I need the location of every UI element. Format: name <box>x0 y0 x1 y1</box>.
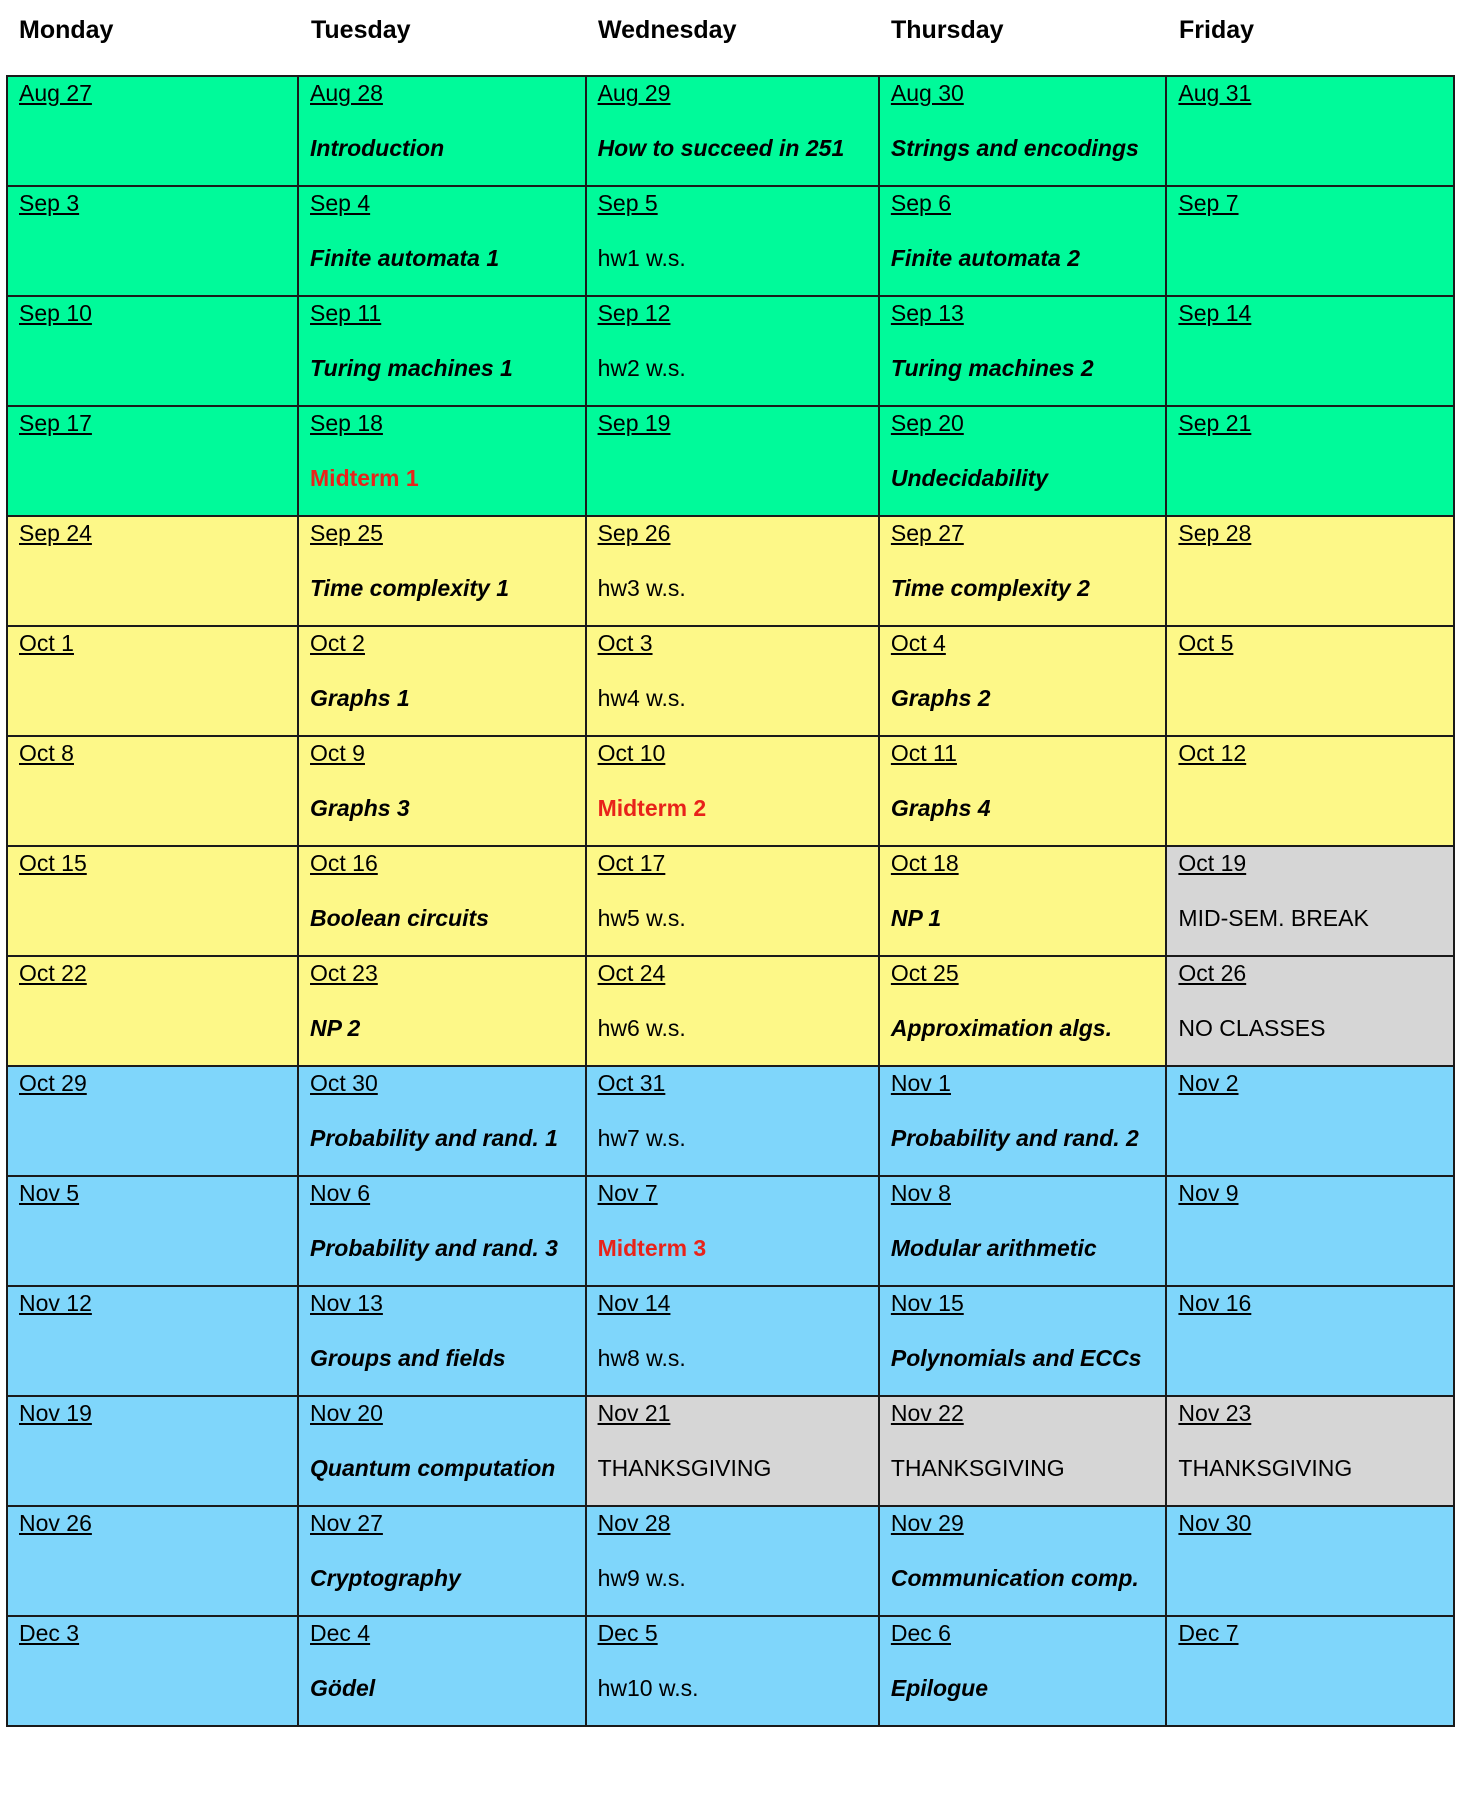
date-link[interactable]: Nov 1 <box>890 1070 951 1096</box>
week-row <box>7 1396 1454 1506</box>
date-link[interactable]: Sep 6 <box>890 190 951 216</box>
day-cell <box>879 516 1167 626</box>
date-link[interactable]: Oct 10 <box>597 740 666 766</box>
lecture-title: Introduction <box>310 135 445 161</box>
day-cell <box>7 1616 298 1726</box>
weekday-header: Wednesday <box>598 16 737 44</box>
date-link[interactable]: Nov 29 <box>890 1510 964 1536</box>
date-link[interactable]: Aug 30 <box>890 80 964 106</box>
date-link[interactable]: Oct 23 <box>310 960 378 986</box>
day-cell <box>298 956 586 1066</box>
day-cell <box>586 1066 879 1176</box>
date-link[interactable]: Nov 9 <box>1178 1180 1239 1206</box>
date-link[interactable]: Nov 19 <box>19 1400 92 1426</box>
homework-session: hw7 w.s. <box>597 1125 686 1151</box>
date-link[interactable]: Dec 4 <box>310 1620 371 1646</box>
day-cell <box>879 736 1167 846</box>
day-cell <box>298 1396 586 1506</box>
lecture-title: Graphs 1 <box>310 685 410 711</box>
weekday-header: Monday <box>19 16 114 44</box>
week-row <box>7 1286 1454 1396</box>
date-link[interactable]: Nov 27 <box>310 1510 383 1536</box>
day-cell <box>7 1506 298 1616</box>
day-cell <box>879 956 1167 1066</box>
midterm-label: Midterm 1 <box>310 465 419 491</box>
date-link[interactable]: Nov 28 <box>597 1510 671 1536</box>
date-link[interactable]: Nov 13 <box>310 1290 383 1316</box>
week-row <box>7 1066 1454 1176</box>
day-cell <box>879 846 1167 956</box>
day-cell <box>879 296 1167 406</box>
week-row <box>7 186 1454 296</box>
lecture-title: Graphs 4 <box>890 795 991 821</box>
date-link[interactable]: Nov 14 <box>597 1290 671 1316</box>
day-cell <box>586 1176 879 1286</box>
date-link[interactable]: Dec 7 <box>1178 1620 1239 1646</box>
date-link[interactable]: Sep 13 <box>890 300 964 326</box>
day-cell <box>7 736 298 846</box>
day-cell <box>7 296 298 406</box>
day-cell <box>586 186 879 296</box>
date-link[interactable]: Aug 27 <box>19 80 92 106</box>
day-cell <box>298 1286 586 1396</box>
lecture-title: Time complexity 1 <box>310 575 510 601</box>
homework-session: hw9 w.s. <box>597 1565 686 1591</box>
day-cell <box>7 406 298 516</box>
date-link[interactable]: Sep 12 <box>597 300 671 326</box>
date-link[interactable]: Dec 5 <box>597 1620 658 1646</box>
date-link[interactable]: Sep 27 <box>890 520 964 546</box>
day-cell <box>1166 1066 1454 1176</box>
day-cell <box>1166 736 1454 846</box>
lecture-title: Finite automata 2 <box>890 245 1081 271</box>
day-cell <box>586 76 879 186</box>
date-link[interactable]: Sep 21 <box>1178 410 1252 436</box>
homework-session: hw10 w.s. <box>597 1675 699 1701</box>
day-cell <box>1166 1286 1454 1396</box>
day-cell <box>7 846 298 956</box>
date-link[interactable]: Oct 24 <box>597 960 666 986</box>
day-cell <box>586 406 879 516</box>
lecture-title: Graphs 3 <box>310 795 410 821</box>
homework-session: hw8 w.s. <box>597 1345 686 1371</box>
lecture-title: Gödel <box>310 1675 376 1701</box>
date-link[interactable]: Oct 1 <box>19 630 74 656</box>
day-cell <box>586 1616 879 1726</box>
homework-session: hw4 w.s. <box>597 685 686 711</box>
date-link[interactable]: Oct 22 <box>19 960 87 986</box>
date-link[interactable]: Nov 15 <box>890 1290 964 1316</box>
date-link[interactable]: Nov 7 <box>597 1180 658 1206</box>
date-link[interactable]: Sep 25 <box>310 520 383 546</box>
date-link[interactable]: Nov 30 <box>1178 1510 1252 1536</box>
date-link[interactable]: Oct 19 <box>1178 850 1247 876</box>
date-link[interactable]: Oct 25 <box>890 960 959 986</box>
day-cell <box>7 956 298 1066</box>
day-cell <box>298 1066 586 1176</box>
day-cell <box>1166 76 1454 186</box>
lecture-title: Probability and rand. 2 <box>890 1125 1139 1151</box>
date-link[interactable]: Nov 5 <box>19 1180 80 1206</box>
day-cell <box>1166 406 1454 516</box>
day-cell <box>879 406 1167 516</box>
no-class-label: THANKSGIVING <box>890 1455 1065 1481</box>
lecture-title: Approximation algs. <box>890 1015 1112 1041</box>
day-cell <box>1166 1616 1454 1726</box>
date-link[interactable]: Sep 10 <box>19 300 92 326</box>
week-row <box>7 736 1454 846</box>
no-class-label: NO CLASSES <box>1178 1015 1326 1041</box>
day-cell <box>586 1506 879 1616</box>
date-link[interactable]: Oct 29 <box>19 1070 87 1096</box>
week-row <box>7 626 1454 736</box>
day-cell <box>298 296 586 406</box>
day-cell <box>7 1286 298 1396</box>
day-cell <box>298 406 586 516</box>
date-link[interactable]: Sep 24 <box>19 520 92 546</box>
day-cell <box>1166 1506 1454 1616</box>
schedule-grid <box>6 75 1455 1727</box>
date-link[interactable]: Sep 3 <box>19 190 80 216</box>
date-link[interactable]: Sep 19 <box>597 410 671 436</box>
day-cell <box>879 1286 1167 1396</box>
day-cell <box>1166 846 1454 956</box>
lecture-title: NP 2 <box>310 1015 361 1041</box>
no-class-label: MID-SEM. BREAK <box>1178 905 1369 931</box>
date-link[interactable]: Sep 17 <box>19 410 92 436</box>
day-cell <box>1166 1176 1454 1286</box>
lecture-title: Epilogue <box>890 1675 988 1701</box>
week-row <box>7 1616 1454 1726</box>
day-cell <box>7 1396 298 1506</box>
date-link[interactable]: Sep 14 <box>1178 300 1252 326</box>
lecture-title: Finite automata 1 <box>310 245 500 271</box>
lecture-title: How to succeed in 251 <box>597 135 845 161</box>
day-cell <box>1166 1396 1454 1506</box>
weekday-header: Thursday <box>891 16 1004 44</box>
lecture-title: Turing machines 1 <box>310 355 513 381</box>
date-link[interactable]: Sep 11 <box>310 300 382 326</box>
date-link[interactable]: Nov 6 <box>310 1180 371 1206</box>
date-link[interactable]: Nov 12 <box>19 1290 92 1316</box>
day-cell <box>1166 516 1454 626</box>
day-cell <box>298 76 586 186</box>
lecture-title: Boolean circuits <box>310 905 489 931</box>
week-row <box>7 516 1454 626</box>
weekday-header: Friday <box>1179 16 1255 44</box>
date-link[interactable]: Oct 18 <box>890 850 959 876</box>
day-cell <box>586 736 879 846</box>
date-link[interactable]: Sep 4 <box>310 190 371 216</box>
date-link[interactable]: Oct 8 <box>19 740 74 766</box>
day-cell <box>1166 186 1454 296</box>
lecture-title: Cryptography <box>310 1565 461 1591</box>
date-link[interactable]: Nov 26 <box>19 1510 92 1536</box>
day-cell <box>586 1396 879 1506</box>
date-link[interactable]: Nov 20 <box>310 1400 383 1426</box>
date-link[interactable]: Nov 8 <box>890 1180 951 1206</box>
day-cell <box>298 626 586 736</box>
day-cell <box>586 956 879 1066</box>
day-cell <box>7 1176 298 1286</box>
lecture-title: Undecidability <box>890 465 1049 491</box>
date-link[interactable]: Nov 21 <box>597 1400 671 1426</box>
lecture-title: Graphs 2 <box>890 685 991 711</box>
day-cell <box>298 736 586 846</box>
midterm-label: Midterm 2 <box>597 795 707 821</box>
day-cell <box>879 1176 1167 1286</box>
weekday-header-row <box>6 0 1455 75</box>
day-cell <box>586 626 879 736</box>
date-link[interactable]: Nov 16 <box>1178 1290 1252 1316</box>
no-class-label: THANKSGIVING <box>597 1455 772 1481</box>
date-link[interactable]: Aug 28 <box>310 80 383 106</box>
weekday-header: Tuesday <box>311 16 411 44</box>
date-link[interactable]: Oct 30 <box>310 1070 378 1096</box>
day-cell <box>7 516 298 626</box>
day-cell <box>7 1066 298 1176</box>
day-cell <box>586 296 879 406</box>
date-link[interactable]: Oct 17 <box>597 850 666 876</box>
date-link[interactable]: Oct 15 <box>19 850 87 876</box>
day-cell <box>7 186 298 296</box>
date-link[interactable]: Oct 5 <box>1178 630 1234 656</box>
day-cell <box>298 516 586 626</box>
day-cell <box>1166 626 1454 736</box>
day-cell <box>879 1616 1167 1726</box>
date-link[interactable]: Sep 5 <box>597 190 658 216</box>
date-link[interactable]: Sep 18 <box>310 410 383 436</box>
day-cell <box>586 846 879 956</box>
day-cell <box>298 1176 586 1286</box>
day-cell <box>586 1286 879 1396</box>
day-cell <box>298 1616 586 1726</box>
date-link[interactable]: Nov 22 <box>890 1400 964 1426</box>
lecture-title: Communication comp. <box>890 1565 1139 1591</box>
week-row <box>7 956 1454 1066</box>
date-link[interactable]: Oct 31 <box>597 1070 666 1096</box>
lecture-title: Probability and rand. 3 <box>310 1235 558 1261</box>
lecture-title: Quantum computation <box>310 1455 556 1481</box>
week-row <box>7 296 1454 406</box>
date-link[interactable]: Oct 16 <box>310 850 378 876</box>
date-link[interactable]: Oct 12 <box>1178 740 1247 766</box>
week-row <box>7 1506 1454 1616</box>
date-link[interactable]: Aug 31 <box>1178 80 1252 106</box>
date-link[interactable]: Nov 23 <box>1178 1400 1252 1426</box>
week-row <box>7 406 1454 516</box>
midterm-label: Midterm 3 <box>597 1235 707 1261</box>
day-cell <box>7 76 298 186</box>
date-link[interactable]: Nov 2 <box>1178 1070 1239 1096</box>
date-link[interactable]: Sep 28 <box>1178 520 1252 546</box>
schedule-grid-body <box>7 76 1454 1726</box>
homework-session: hw1 w.s. <box>597 245 686 271</box>
date-link[interactable]: Sep 26 <box>597 520 671 546</box>
date-link[interactable]: Sep 7 <box>1178 190 1239 216</box>
homework-session: hw6 w.s. <box>597 1015 686 1041</box>
lecture-title: Polynomials and ECCs <box>890 1345 1142 1371</box>
lecture-title: Modular arithmetic <box>890 1235 1097 1261</box>
date-link[interactable]: Oct 9 <box>310 740 365 766</box>
date-link[interactable]: Sep 20 <box>890 410 964 436</box>
homework-session: hw3 w.s. <box>597 575 686 601</box>
week-row <box>7 846 1454 956</box>
date-link[interactable]: Aug 29 <box>597 80 671 106</box>
no-class-label: THANKSGIVING <box>1178 1455 1353 1481</box>
day-cell <box>879 76 1167 186</box>
schedule-calendar <box>6 0 1455 1727</box>
day-cell <box>879 186 1167 296</box>
date-link[interactable]: Dec 3 <box>19 1620 80 1646</box>
date-link[interactable]: Oct 3 <box>597 630 653 656</box>
week-row <box>7 76 1454 186</box>
date-link[interactable]: Oct 2 <box>310 630 365 656</box>
lecture-title: NP 1 <box>890 905 942 931</box>
day-cell <box>1166 956 1454 1066</box>
lecture-title: Turing machines 2 <box>890 355 1094 381</box>
lecture-title: Groups and fields <box>310 1345 506 1371</box>
day-cell <box>879 1066 1167 1176</box>
date-link[interactable]: Oct 26 <box>1178 960 1247 986</box>
day-cell <box>7 626 298 736</box>
date-link[interactable]: Oct 4 <box>890 630 946 656</box>
day-cell <box>298 1506 586 1616</box>
day-cell <box>879 1506 1167 1616</box>
homework-session: hw2 w.s. <box>597 355 686 381</box>
day-cell <box>879 1396 1167 1506</box>
week-row <box>7 1176 1454 1286</box>
lecture-title: Strings and encodings <box>890 135 1139 161</box>
day-cell <box>879 626 1167 736</box>
date-link[interactable]: Dec 6 <box>890 1620 951 1646</box>
day-cell <box>586 516 879 626</box>
lecture-title: Probability and rand. 1 <box>310 1125 558 1151</box>
day-cell <box>298 186 586 296</box>
homework-session: hw5 w.s. <box>597 905 686 931</box>
day-cell <box>298 846 586 956</box>
date-link[interactable]: Oct 11 <box>890 740 957 766</box>
day-cell <box>1166 296 1454 406</box>
lecture-title: Time complexity 2 <box>890 575 1090 601</box>
